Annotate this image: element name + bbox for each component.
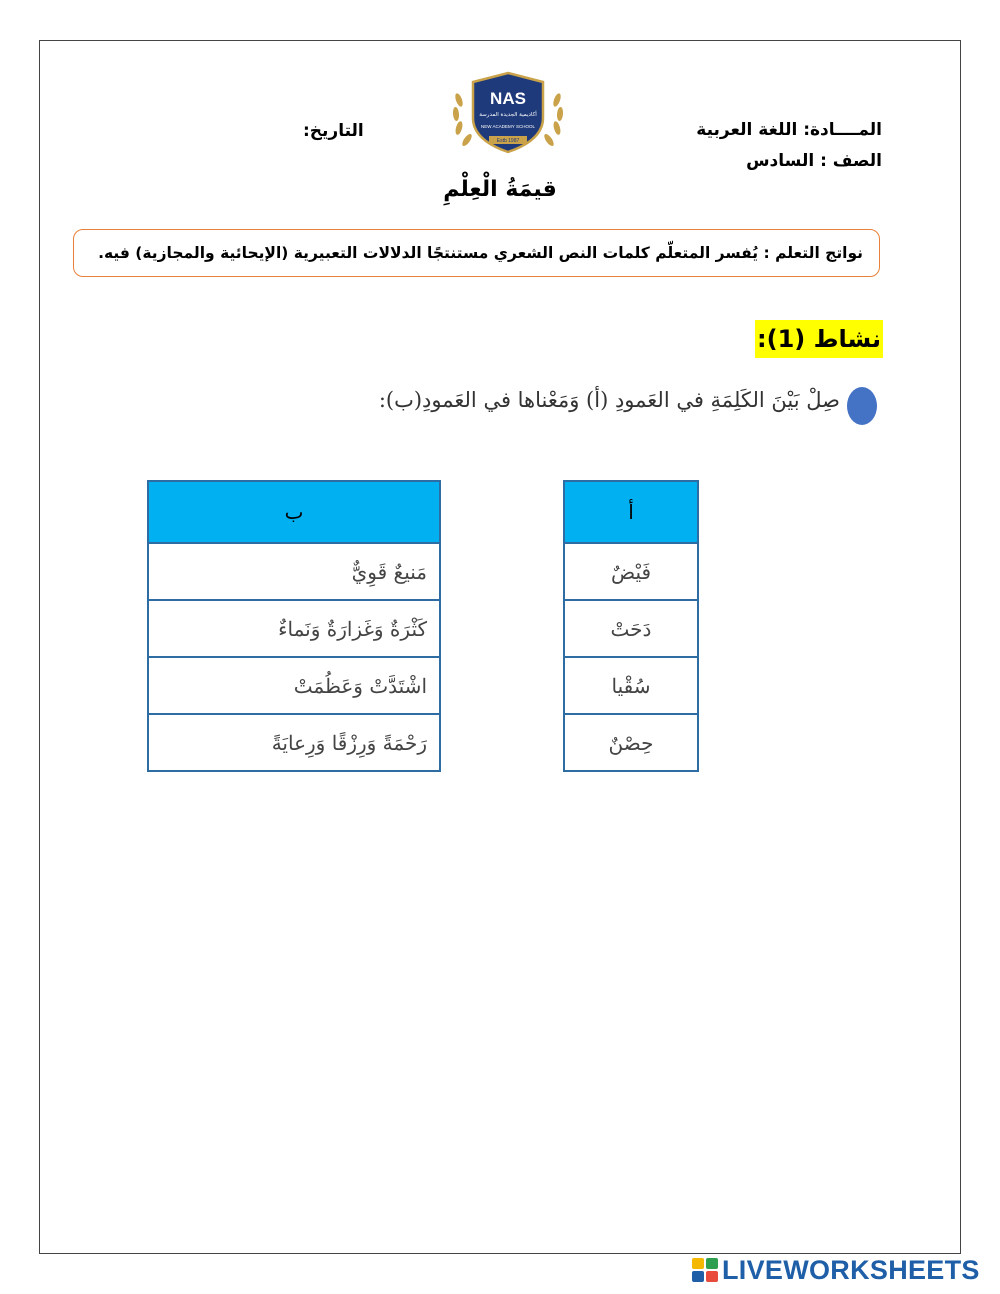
table-row xyxy=(148,714,440,771)
logo-acronym: NAS xyxy=(490,89,526,108)
logo-english-name: NEW ACADEMY SCHOOL xyxy=(481,124,535,129)
column-b-table xyxy=(147,480,441,772)
liveworksheets-logo-icon xyxy=(692,1258,718,1282)
logo-square xyxy=(692,1271,704,1282)
logo-year: Estb 1987 xyxy=(496,138,520,144)
liveworksheets-brand[interactable] xyxy=(692,1256,980,1284)
date-label: التاريخ: xyxy=(303,121,364,141)
table-row xyxy=(148,657,440,714)
learning-outcomes-box xyxy=(73,229,880,277)
table-row xyxy=(564,600,698,657)
liveworksheets-wordmark: LIVEWORKSHEETS xyxy=(722,1254,980,1285)
outcomes-label: نواتج التعلم : xyxy=(763,244,863,262)
table-row xyxy=(564,657,698,714)
activity-instruction: صِلْ بَيْنَ الكَلِمَةِ في العَمودِ (أ) وَمَعْناها في العَمودِ(ب): xyxy=(378,388,840,412)
table-row xyxy=(564,714,698,771)
logo-square xyxy=(706,1271,718,1282)
meaning-cell[interactable]: مَنيعٌ قَوِيٌّ xyxy=(148,543,440,600)
logo-arabic-name: أكاديمية الجديدة المدرسة xyxy=(479,112,537,118)
bullet-icon xyxy=(847,387,877,425)
word-cell[interactable]: حِصْنٌ xyxy=(564,714,698,771)
activity-title: نشاط (1): xyxy=(755,320,883,358)
logo-square xyxy=(706,1258,718,1269)
word-cell[interactable]: سُقْيا xyxy=(564,657,698,714)
lesson-title: قيمَةُ الْعِلْمِ xyxy=(443,177,557,202)
meaning-cell[interactable]: كَثْرَةٌ وَغَزارَةٌ وَنَماءٌ xyxy=(148,600,440,657)
column-b-header: ب xyxy=(148,481,440,543)
subject-label: المــــادة: اللغة العربية xyxy=(696,120,882,140)
column-a-header: أ xyxy=(564,481,698,543)
word-cell[interactable]: فَيْضٌ xyxy=(564,543,698,600)
column-a-table xyxy=(563,480,699,772)
meaning-cell[interactable]: اشْتَدَّتْ وَعَظُمَتْ xyxy=(148,657,440,714)
grade-label: الصف : السادس xyxy=(746,151,882,171)
outcomes-text: يُفسر المتعلّم كلمات النص الشعري مستنتجًا الدلالات التعبيرية (الإيحائية والمجازية) فيه. xyxy=(98,244,764,262)
table-row xyxy=(148,600,440,657)
word-cell[interactable]: دَحَتْ xyxy=(564,600,698,657)
table-row xyxy=(148,543,440,600)
meaning-cell[interactable]: رَحْمَةً وَرِزْقًا وَرِعايَةً xyxy=(148,714,440,771)
logo-square xyxy=(692,1258,704,1269)
school-logo xyxy=(449,70,567,160)
table-row xyxy=(564,543,698,600)
